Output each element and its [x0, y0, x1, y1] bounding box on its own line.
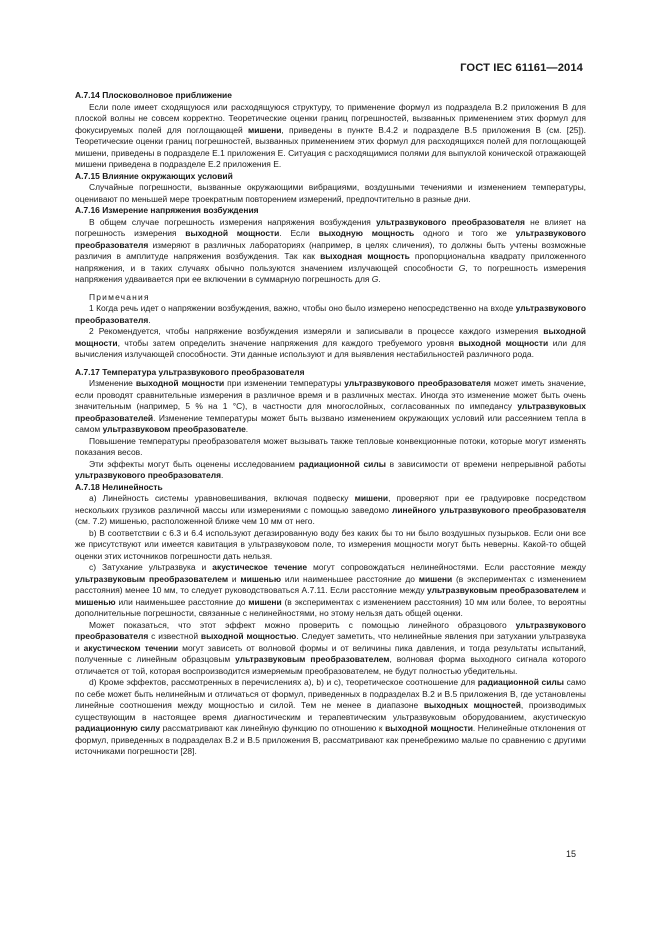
notes-title: Примечания: [89, 291, 150, 302]
body-paragraph: [75, 620, 586, 678]
term-bold: мишени: [418, 573, 453, 584]
document-code: ГОСТ IEC 61161—2014: [460, 62, 583, 74]
text-run: и: [228, 573, 241, 584]
term-bold: выходной мощности: [75, 326, 586, 348]
text-run: , приведены в пункте В.4.2 и подразделе В.5 приложения В (см. [25]). Теоретические оценки границ погрешностей, вызванных применением этих формул для расходящихся полей для поглощающей мишени, приведены в подразделе Е.1 приложения Е. Ситуация с расходящимися полями для выпуклой конической отражающей мишени приведена в подразделе Е.2 приложения Е.: [75, 124, 586, 169]
text-run: , волновая форма выходного сигнала которого отличается от той, которая воспроизводится измеряемым преобразователем, не будут полностью убедительны.: [75, 654, 586, 676]
text-run: d) Кроме эффектов, рассмотренных в перечислениях а), b) и с), теоретическое соотношение для: [89, 677, 478, 687]
term-bold: ультразвукового преобразователя: [376, 216, 525, 227]
text-run: В общем случае погрешность измерения напряжения возбуждения: [89, 216, 377, 227]
text-run: . Следует заметить, что нелинейные явления при затухании ультразвука и: [75, 631, 586, 653]
text-run: или наименьшее расстояние до: [115, 596, 249, 607]
section-heading: А.7.15 Влияние окружающих условий: [75, 170, 233, 181]
text-run: , производимых существующим в настоящее время диагностическим и терапевтическим ультразвуковым оборудованием, акустическую: [75, 700, 587, 722]
body-paragraph: [75, 436, 586, 459]
term-bold: выходной мощности: [185, 228, 280, 238]
symbol-italic: G: [371, 274, 379, 284]
text-run: могут сопровождаться нелинейностями. Если расстояние между: [307, 562, 586, 572]
term-bold: акустическое течение: [212, 562, 308, 572]
body-paragraph: [75, 493, 586, 528]
term-bold: выходную мощность: [318, 228, 415, 238]
text-run: и: [578, 585, 587, 595]
section-heading: А.7.16 Измерение напряжения возбуждения: [75, 205, 259, 215]
text-run: , чтобы затем определить значение напряжения для каждого требуемого уровня: [117, 337, 459, 348]
text-run: пропорциональна квадрату приложенного напряжения, и в таких случаях обычно пользуются значением излучающей способности: [75, 251, 586, 273]
text-run: Эти эффекты могут быть оценены исследованием: [89, 458, 299, 469]
text-run: при изменении температуры: [224, 378, 345, 388]
text-run: .: [378, 274, 381, 284]
body-paragraph: [75, 677, 586, 758]
text-run: .: [221, 470, 224, 480]
page-number: 15: [566, 849, 577, 859]
body-paragraph: [75, 378, 586, 436]
term-bold: ультразвуковых преобразователей: [75, 401, 586, 423]
text-run: , проверяют при ее градуировке посредством нескольких грузиков различной массы или измерениями с помощью заведомо: [75, 493, 586, 515]
term-bold: ультразвукового преобразователя: [75, 303, 586, 325]
term-bold: ультразвукового преобразователя: [75, 619, 586, 641]
term-bold: ультразвукового преобразователя: [75, 470, 221, 480]
text-run: с) Затухание ультразвука и: [89, 562, 213, 572]
term-bold: мишени: [247, 124, 282, 135]
term-bold: ультразвуковым преобразователем: [75, 573, 229, 584]
text-run: , то погрешность измерения напряжения удваивается при ее включении в суммарную погрешность для: [75, 262, 586, 284]
text-run: Случайные погрешности, вызванные окружающими вибрациями, воздушными течениями и изменением температуры, оценивают по меньшей мере троекратным повторением измерений, предпочтительно в разные дни.: [75, 182, 586, 204]
term-bold: радиационной силы: [298, 458, 386, 469]
term-bold: акустическом течении: [83, 642, 179, 653]
term-bold: ультразвуковом преобразователе: [102, 424, 246, 434]
text-run: .: [148, 314, 151, 325]
text-run: с известной: [148, 631, 201, 641]
body-paragraph: [75, 562, 586, 620]
note-paragraph: [75, 326, 586, 361]
text-run: .: [245, 424, 249, 434]
term-bold: мишени: [248, 596, 282, 607]
text-run: Может показаться, что этот эффект можно проверить с помощью линейного образцового: [89, 619, 516, 630]
text-run: может иметь значение, если проводят сравнительные измерения в различное время и в различных местах. Иногда это изменение может быть очень значительным (например, 5 % на 1 °C), в частности для многослойных, согласованных по импедансу: [75, 378, 586, 411]
term-bold: ультразвукового преобразователя: [75, 228, 587, 250]
term-bold: выходной мощности: [385, 723, 473, 733]
term-bold: ультразвукового преобразователя: [344, 378, 491, 388]
body-paragraph: [75, 102, 586, 171]
text-run: одного и того же: [414, 228, 516, 238]
text-run: а) Линейность системы уравновешивания, включая подвеску: [89, 493, 355, 503]
text-run: b) В соответствии с 6.3 и 6.4 используют дегазированную воду без каких бы то ни было воздушных пузырьков. Если они все же присутствуют или имеется кавитация в ультразвуковом поле, то измерения мощности могут быть неверны. Какой-то общей оценки этих источников погрешности дать нельзя.: [75, 527, 586, 561]
text-run: или для вычисления излучающей способности. Эти данные используют и для выявления нестабильностей различного рода.: [75, 337, 586, 359]
section-heading: А.7.14 Плосковолновое приближение: [75, 90, 232, 100]
text-run: (см. 7.2) мишенью, расположенной ближе чем 10 мм от него.: [75, 516, 315, 526]
text-run: Повышение температуры преобразователя может вызывать также тепловые конвекционные потоки, которые могут изменять показания весов.: [75, 435, 586, 457]
note-paragraph: [75, 303, 586, 326]
text-run: Если поле имеет сходящуюся или расходящуюся структуру, то применение формул из подраздела В.2 приложения В для плоской волны не совсем корректно. Теоретические оценки границ погрешностей, вызванных применением этих формул для фокусируемых полей для поглощающей: [75, 101, 586, 135]
document-body: [75, 90, 586, 758]
term-bold: радиационной силы: [477, 677, 564, 687]
term-bold: выходной мощности: [135, 378, 225, 388]
text-run: могут зависеть от волновой формы и от величины пика давления, и тогда результаты испытаний, полученные с линейным образцовым: [75, 642, 586, 664]
body-paragraph: [75, 459, 586, 482]
body-paragraph: [75, 182, 586, 205]
term-bold: линейного ультразвукового преобразователя: [392, 504, 587, 515]
term-bold: мишенью: [240, 573, 282, 584]
text-run: . Если: [279, 228, 319, 238]
body-paragraph: [75, 217, 586, 286]
term-bold: ультразвуковым преобразователем: [235, 654, 390, 664]
term-bold: выходная мощность: [320, 251, 410, 261]
text-run: 1 Когда речь идет о напряжении возбуждения, важно, чтобы оно было измерено непосредственно на входе: [89, 303, 516, 313]
text-run: не влияет на погрешность измерения: [75, 216, 586, 238]
text-run: (в экспериментах с изменением расстояния) менее 10 мм, то следует руководствоваться А.7.11. Если расстояние между: [75, 573, 587, 595]
symbol-italic: G: [458, 262, 466, 273]
text-run: в зависимости от времени непрерывной работы: [385, 458, 586, 469]
text-run: Изменение: [89, 378, 136, 388]
text-run: 2 Рекомендуется, чтобы напряжение возбуждения измеряли и записывали в процессе каждого измерения: [89, 326, 544, 336]
text-run: измеряют в различных лабораториях (например, в целях сличения), то должны быть учтены возможные различия в амплитуде напряжения возбуждения. Так как: [75, 239, 586, 261]
term-bold: радиационную силу: [75, 723, 161, 733]
section-heading: А.7.17 Температура ультразвукового преобразователя: [75, 366, 305, 377]
text-run: рассматривают как линейную функцию по отношению к: [160, 723, 386, 733]
body-paragraph: [75, 528, 586, 563]
text-run: . Нелинейные отклонения от формул, приведенных в подразделах В.2 и В.5 приложения В, рассматривают как пренебрежимо малые по сравнению с другими источниками погрешности [28].: [75, 723, 586, 756]
section-heading: А.7.18 Нелинейность: [75, 481, 163, 492]
text-run: (в экспериментах с изменением расстояния) 10 мм или более, то вероятны дополнительные погрешности, связанные с нелинейностями, но этому нельзя дать общей оценки.: [75, 596, 587, 618]
term-bold: выходных мощностей: [423, 700, 521, 710]
text-run: или наименьшее расстояние до: [281, 573, 419, 584]
term-bold: выходной мощности: [458, 337, 549, 348]
text-run: . Изменение температуры может быть вызвано изменением окружающих условий или рассеянием тепла в самом: [75, 412, 586, 434]
term-bold: ультразвуковым преобразователем: [427, 585, 579, 595]
term-bold: выходной мощностью: [200, 631, 297, 641]
term-bold: мишени: [354, 493, 389, 503]
text-run: само по себе может быть нелинейным и отличаться от формул, приведенных в подразделах В.2 и В.5 приложения В, где установлены линейные соотношения между мощностью и силой. Тем не менее в диапазоне: [75, 677, 586, 710]
term-bold: мишенью: [75, 596, 116, 607]
